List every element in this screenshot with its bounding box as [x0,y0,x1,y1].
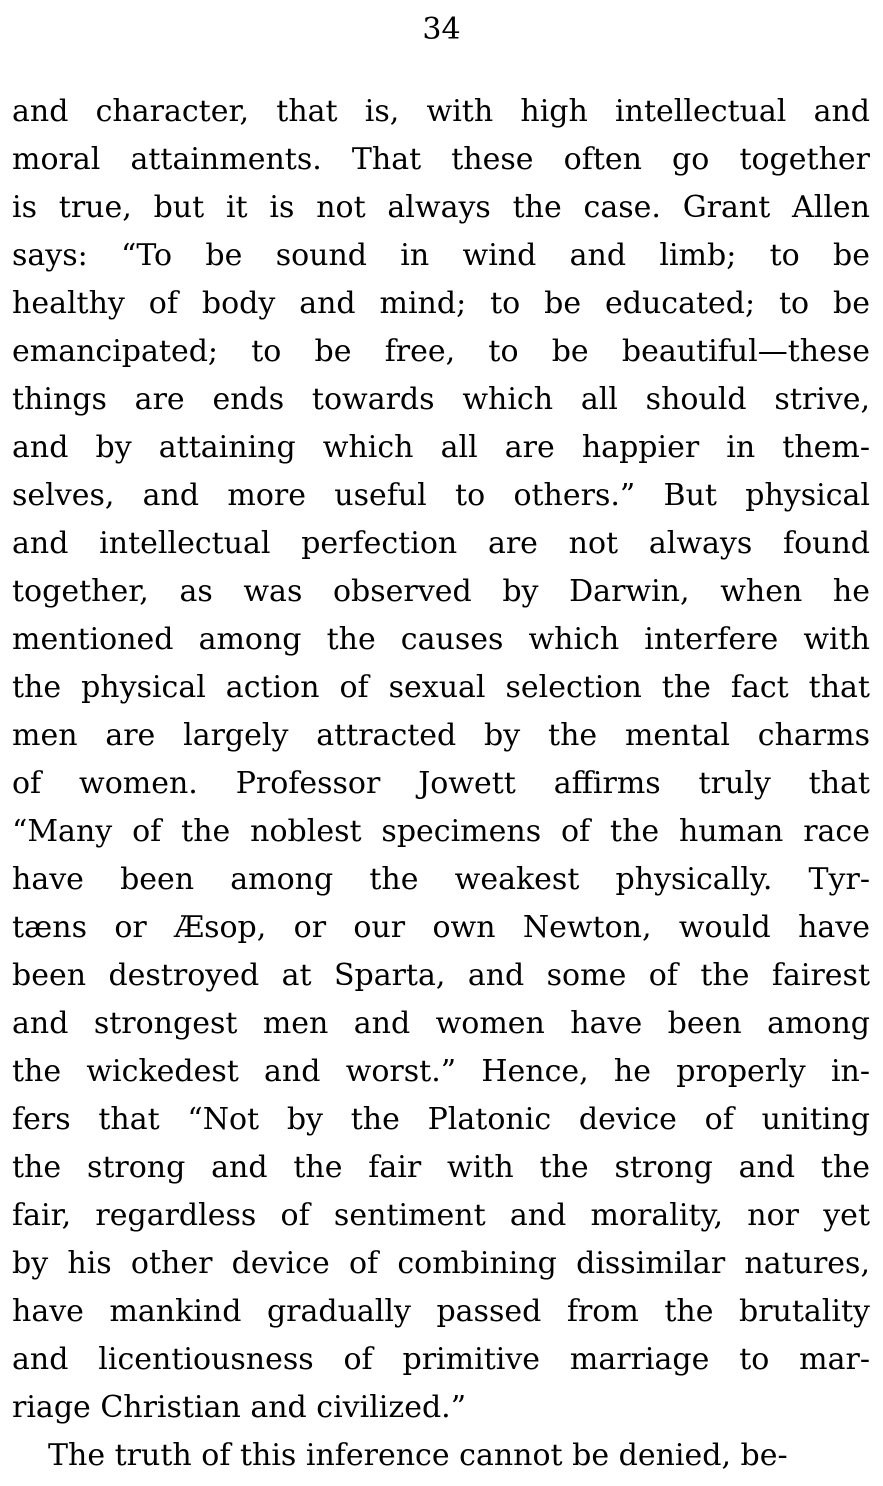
text-line: have mankind gradually passed from the brutality [12,1294,870,1329]
text-line: fers that “Not by the Platonic device of uniting [12,1102,870,1137]
text-line: “Many of the noblest specimens of the human race [12,814,870,849]
text-line: moral attainments. That these often go together [12,142,870,177]
text-line: tæns or Æsop, or our own Newton, would have [12,910,870,945]
text-line: men are largely attracted by the mental charms [12,718,870,753]
text-line: the physical action of sexual selection the fact that [12,670,870,705]
text-line: and intellectual perfection are not always found [12,526,870,561]
body-text [12,88,870,1480]
text-line: riage Christian and civilized.” [12,1390,467,1425]
text-line: selves, and more useful to others.” But physical [12,478,870,513]
text-line: says: “To be sound in wind and limb; to be [12,238,870,273]
text-line: of women. Professor Jowett affirms truly that [12,766,870,801]
text-line: is true, but it is not always the case. Grant Allen [12,190,870,225]
text-line: mentioned among the causes which interfere with [12,622,870,657]
page-number: 34 [422,12,461,47]
text-line: together, as was observed by Darwin, when he [12,574,870,609]
text-line: by his other device of combining dissimilar natures, [12,1246,870,1281]
text-line: and strongest men and women have been among [12,1006,870,1041]
text-line: healthy of body and mind; to be educated; to be [12,286,870,321]
text-line: the wickedest and worst.” Hence, he properly in- [12,1054,870,1089]
text-line: and licentiousness of primitive marriage to mar- [12,1342,870,1377]
text-line: emancipated; to be free, to be beautiful—these [12,334,870,369]
text-line: The truth of this inference cannot be denied, be- [48,1438,788,1473]
text-line: and character, that is, with high intellectual and [12,94,870,129]
text-line: been destroyed at Sparta, and some of the fairest [12,958,870,993]
text-line: have been among the weakest physically. Tyr- [12,862,870,897]
text-line: and by attaining which all are happier in them- [12,430,870,465]
text-line: things are ends towards which all should strive, [12,382,870,417]
text-line: the strong and the fair with the strong and the [12,1150,870,1185]
text-line: fair, regardless of sentiment and morality, nor yet [12,1198,870,1233]
